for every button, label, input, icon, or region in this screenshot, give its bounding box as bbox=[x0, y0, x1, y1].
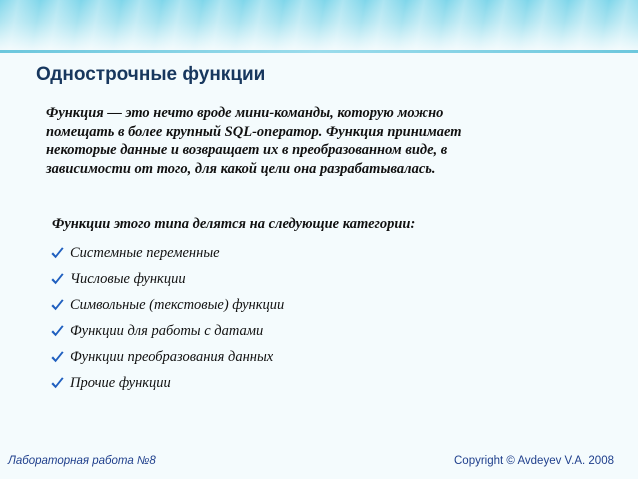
definition-paragraph bbox=[46, 104, 586, 178]
footer-copyright: Copyright © Avdeyev V.A. 2008 bbox=[454, 455, 614, 467]
checkmark-icon bbox=[50, 246, 65, 261]
category-label: Функции для работы с датами bbox=[70, 322, 264, 339]
list-item bbox=[50, 318, 284, 344]
header-divider bbox=[0, 50, 638, 53]
definition-line: Функция — это нечто вроде мини-команды, которую можно bbox=[46, 105, 444, 121]
category-label: Прочие функции bbox=[70, 374, 171, 391]
list-item bbox=[50, 292, 284, 318]
checkmark-icon bbox=[50, 298, 65, 313]
category-label: Системные переменные bbox=[70, 244, 220, 261]
checkmark-icon bbox=[50, 376, 65, 391]
definition-line: зависимости от того, для какой цели она разрабатывалась. bbox=[46, 160, 436, 177]
category-label: Символьные (текстовые) функции bbox=[70, 296, 285, 313]
checkmark-icon bbox=[50, 350, 65, 365]
category-label: Функции преобразования данных bbox=[70, 348, 274, 365]
list-item bbox=[50, 370, 284, 396]
header-band bbox=[0, 0, 638, 50]
footer-lab-label: Лабораторная работа №8 bbox=[8, 455, 156, 467]
list-item bbox=[50, 344, 284, 370]
definition-line: некоторые данные и возвращает их в преобразованном виде, в bbox=[46, 142, 448, 158]
list-item bbox=[50, 266, 284, 292]
checkmark-icon bbox=[50, 324, 65, 339]
checkmark-icon bbox=[50, 272, 65, 287]
list-item bbox=[50, 240, 284, 266]
category-label: Числовые функции bbox=[70, 270, 186, 287]
slide-title: Однострочные функции bbox=[36, 64, 266, 85]
categories-intro: Функции этого типа делятся на следующие категории: bbox=[52, 216, 416, 232]
category-list bbox=[50, 240, 284, 396]
definition-line: помещать в более крупный SQL-оператор. Функция принимает bbox=[46, 123, 462, 140]
